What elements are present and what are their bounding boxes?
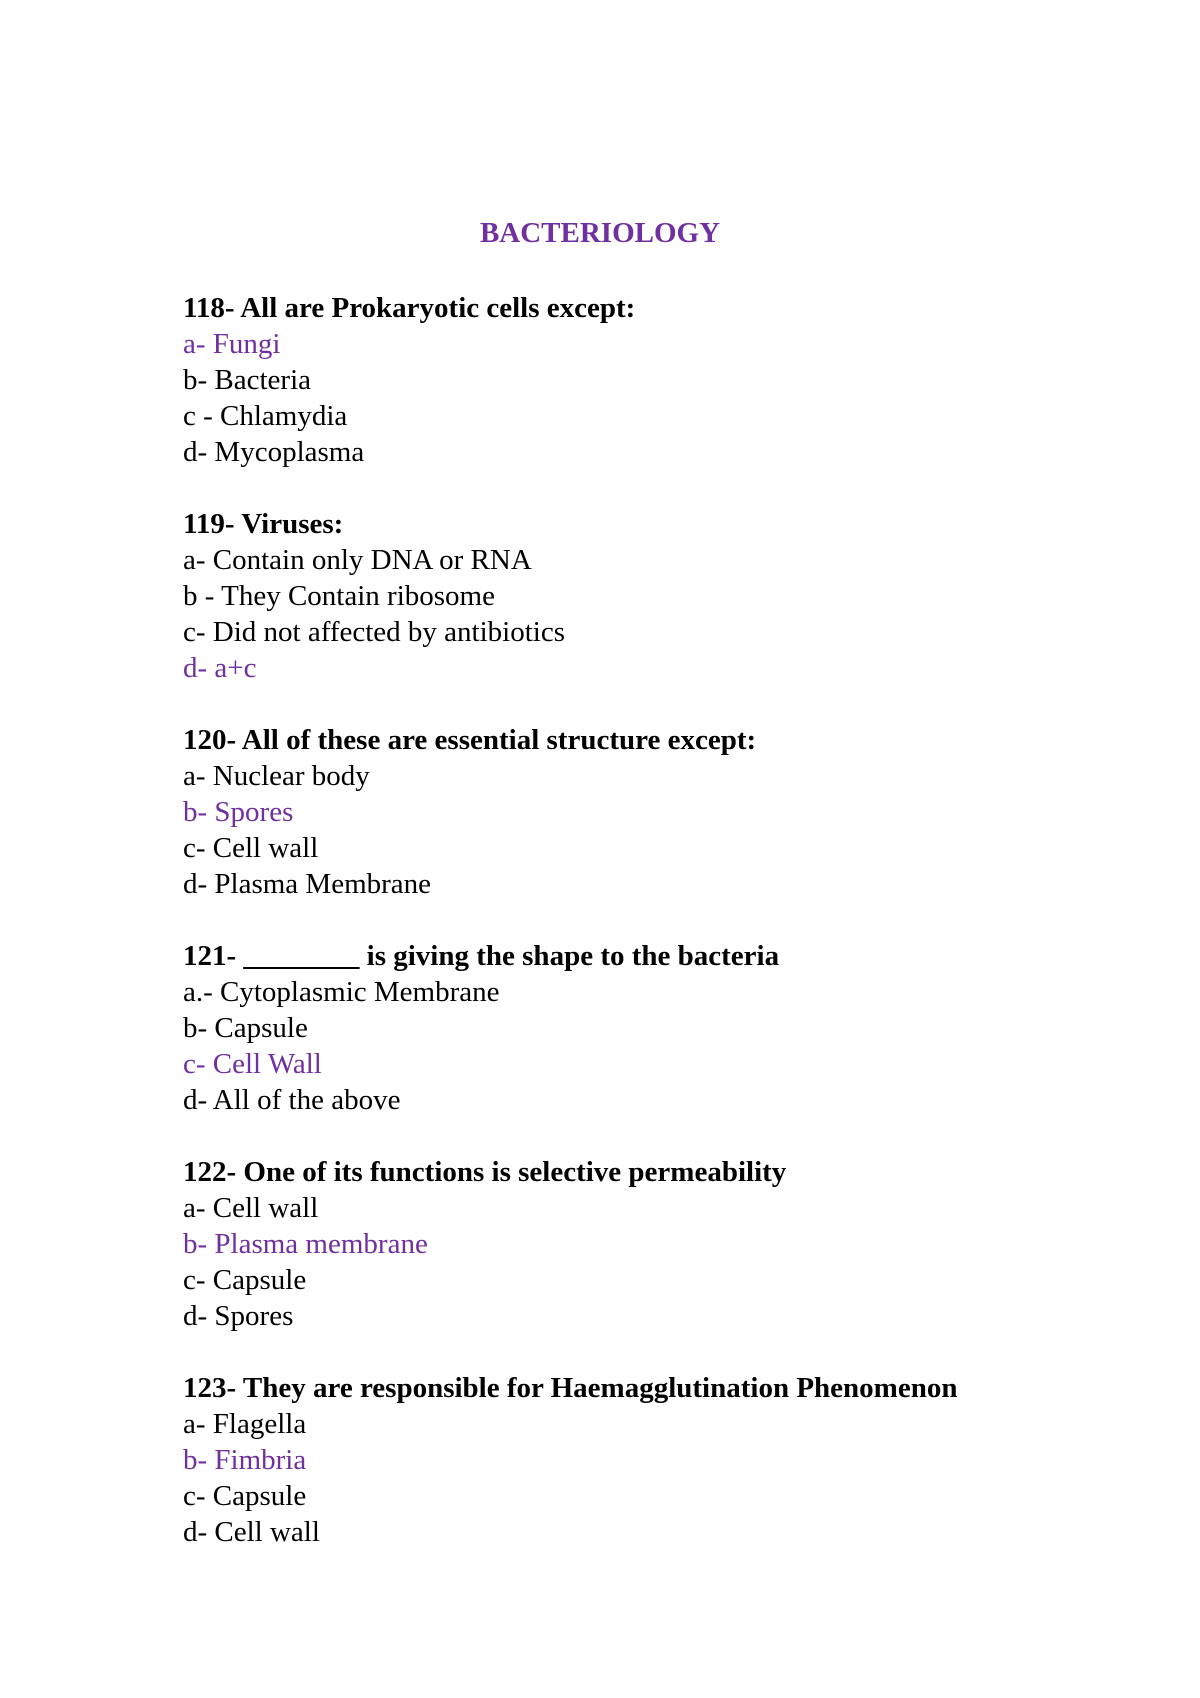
option-d: d- Cell wall xyxy=(183,1516,320,1548)
option-a: a- Fungi xyxy=(183,328,281,360)
option-a: a- Contain only DNA or RNA xyxy=(183,544,532,576)
question-123 xyxy=(183,1370,1143,1550)
option-a: a- Cell wall xyxy=(183,1192,319,1224)
option-b: b- Spores xyxy=(183,796,294,828)
option-b: b- Bacteria xyxy=(183,364,312,396)
question-120 xyxy=(183,722,1143,902)
question-list xyxy=(183,290,1143,1586)
option-b: b - They Contain ribosome xyxy=(183,580,495,612)
question-122 xyxy=(183,1154,1143,1334)
question-text: 121- ________ is giving the shape to the bacteria xyxy=(183,940,780,972)
question-118 xyxy=(183,290,1143,470)
option-b: b- Capsule xyxy=(183,1012,308,1044)
option-d: d- Plasma Membrane xyxy=(183,868,432,900)
option-c: c- Cell Wall xyxy=(183,1048,322,1080)
question-text: 122- One of its functions is selective permeability xyxy=(183,1156,787,1188)
option-c: c- Capsule xyxy=(183,1264,307,1296)
question-text: 119- Viruses: xyxy=(183,508,344,540)
option-d: d- Spores xyxy=(183,1300,294,1332)
option-c: c- Cell wall xyxy=(183,832,319,864)
question-text: 120- All of these are essential structure except: xyxy=(183,724,757,756)
option-a: a- Flagella xyxy=(183,1408,307,1440)
question-text: 118- All are Prokaryotic cells except: xyxy=(183,292,636,324)
question-119 xyxy=(183,506,1143,686)
option-c: c- Capsule xyxy=(183,1480,307,1512)
option-d: d- Mycoplasma xyxy=(183,436,365,468)
option-a: a- Nuclear body xyxy=(183,760,370,792)
option-c: c- Did not affected by antibiotics xyxy=(183,616,565,648)
option-b: b- Fimbria xyxy=(183,1444,307,1476)
option-c: c - Chlamydia xyxy=(183,400,348,432)
option-b: b- Plasma membrane xyxy=(183,1228,428,1260)
question-text: 123- They are responsible for Haemagglutination Phenomenon xyxy=(183,1372,958,1404)
question-121 xyxy=(183,938,1143,1118)
option-d: d- All of the above xyxy=(183,1084,401,1116)
option-a: a.- Cytoplasmic Membrane xyxy=(183,976,500,1008)
page-title: BACTERIOLOGY xyxy=(479,217,721,249)
option-d: d- a+c xyxy=(183,652,257,684)
